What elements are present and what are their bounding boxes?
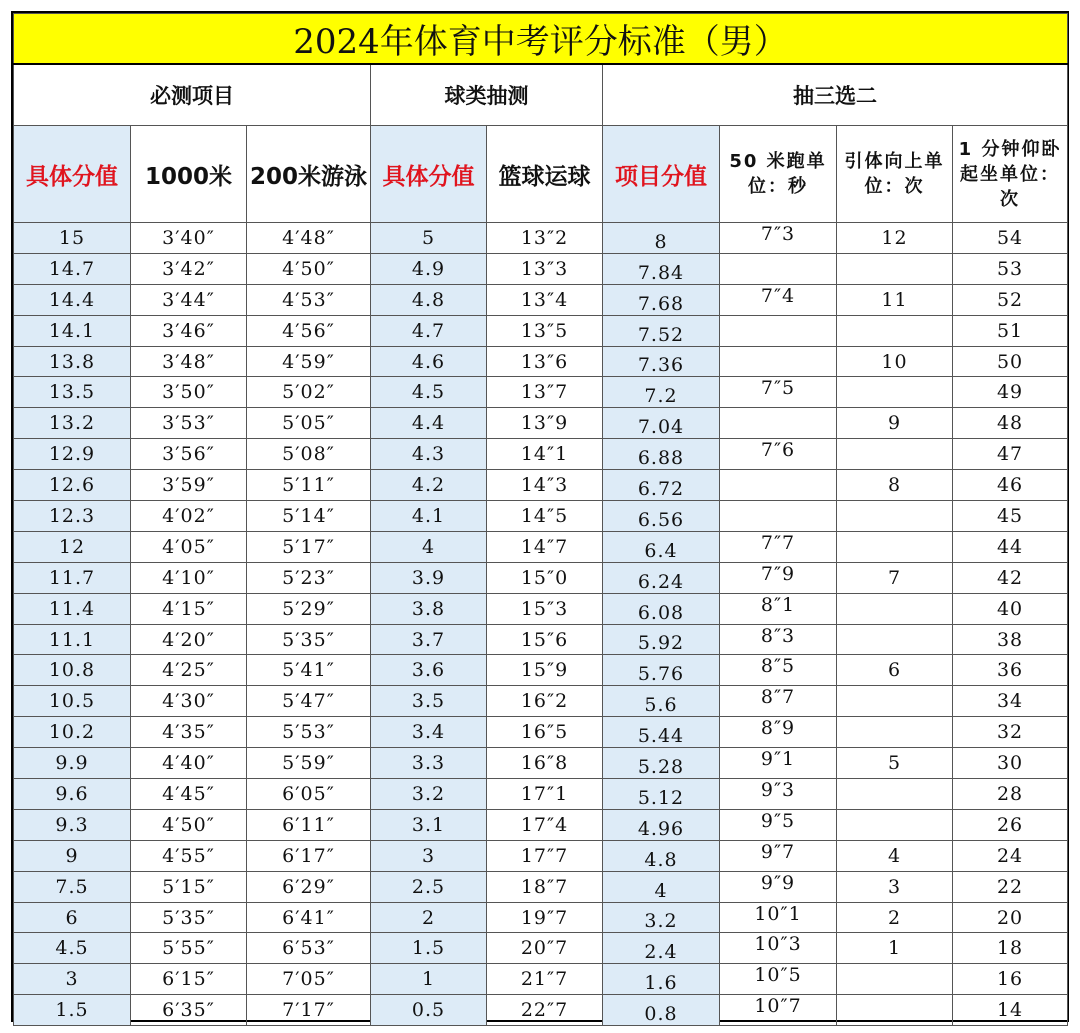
- cell-50m-sprint: [720, 346, 837, 377]
- cell-1000m: 3′46″: [131, 315, 247, 346]
- cell-dribble: 16″2: [487, 686, 603, 717]
- cell-sit-up: 26: [953, 809, 1068, 840]
- cell-50m-sprint: 9″5: [720, 809, 837, 840]
- cell-1000m: 4′05″: [131, 531, 247, 562]
- cell-score-ball: 4.3: [371, 439, 487, 470]
- cell-sit-up: 36: [953, 655, 1068, 686]
- cell-score-required: 15: [14, 223, 131, 254]
- cell-200m-swim: 5′41″: [247, 655, 371, 686]
- cell-200m-swim: 6′11″: [247, 809, 371, 840]
- table-row: [14, 871, 1068, 902]
- cell-200m-swim: 5′35″: [247, 624, 371, 655]
- table-row: [14, 840, 1068, 871]
- cell-50m-sprint: 8″9: [720, 717, 837, 748]
- cell-score-required: 12.6: [14, 470, 131, 501]
- table-row: [14, 315, 1068, 346]
- cell-50m-sprint: 7″9: [720, 562, 837, 593]
- table-row: [14, 748, 1068, 779]
- cell-pull-up: 10: [837, 346, 953, 377]
- cell-dribble: 13″7: [487, 377, 603, 408]
- cell-50m-sprint: [720, 501, 837, 532]
- cell-1000m: 4′45″: [131, 779, 247, 810]
- cell-score-item: 7.36: [603, 346, 720, 377]
- cell-dribble: 20″7: [487, 933, 603, 964]
- cell-pull-up: [837, 531, 953, 562]
- cell-pull-up: [837, 253, 953, 284]
- cell-score-required: 10.5: [14, 686, 131, 717]
- table-row: [14, 809, 1068, 840]
- table-row: [14, 377, 1068, 408]
- cell-score-ball: 3.7: [371, 624, 487, 655]
- cell-score-item: 0.8: [603, 995, 720, 1026]
- cell-50m-sprint: 8″1: [720, 593, 837, 624]
- cell-200m-swim: 4′53″: [247, 284, 371, 315]
- cell-sit-up: 54: [953, 223, 1068, 254]
- cell-200m-swim: 5′47″: [247, 686, 371, 717]
- table-row: [14, 408, 1068, 439]
- cell-score-required: 6: [14, 902, 131, 933]
- cell-score-item: 6.56: [603, 501, 720, 532]
- cell-50m-sprint: [720, 408, 837, 439]
- cell-score-ball: 4.6: [371, 346, 487, 377]
- cell-dribble: 13″9: [487, 408, 603, 439]
- cell-1000m: 4′50″: [131, 809, 247, 840]
- table-row: [14, 531, 1068, 562]
- cell-1000m: 3′48″: [131, 346, 247, 377]
- table-row: [14, 686, 1068, 717]
- cell-score-required: 13.8: [14, 346, 131, 377]
- cell-score-item: 4: [603, 871, 720, 902]
- header-1000m: 1000米: [131, 126, 247, 223]
- cell-score-required: 9: [14, 840, 131, 871]
- cell-sit-up: 50: [953, 346, 1068, 377]
- header-score-ball: 具体分值: [371, 126, 487, 223]
- cell-score-required: 9.3: [14, 809, 131, 840]
- cell-50m-sprint: 10″3: [720, 933, 837, 964]
- cell-score-item: 5.92: [603, 624, 720, 655]
- score-rows: [14, 223, 1068, 1026]
- cell-sit-up: 47: [953, 439, 1068, 470]
- header-score-required: 具体分值: [14, 126, 131, 223]
- cell-pull-up: 5: [837, 748, 953, 779]
- cell-dribble: 16″5: [487, 717, 603, 748]
- score-table-frame: [11, 11, 1069, 1026]
- cell-1000m: 3′50″: [131, 377, 247, 408]
- cell-sit-up: 32: [953, 717, 1068, 748]
- cell-pull-up: 4: [837, 840, 953, 871]
- table-row: [14, 501, 1068, 532]
- cell-1000m: 5′35″: [131, 902, 247, 933]
- cell-1000m: 3′44″: [131, 284, 247, 315]
- group-required: 必测项目: [14, 64, 371, 126]
- cell-dribble: 14″1: [487, 439, 603, 470]
- table-row: [14, 655, 1068, 686]
- cell-50m-sprint: 9″1: [720, 748, 837, 779]
- cell-1000m: 3′56″: [131, 439, 247, 470]
- cell-score-item: 4.96: [603, 809, 720, 840]
- cell-score-required: 3: [14, 964, 131, 995]
- cell-dribble: 21″7: [487, 964, 603, 995]
- cell-200m-swim: 5′29″: [247, 593, 371, 624]
- cell-200m-swim: 4′48″: [247, 223, 371, 254]
- cell-200m-swim: 5′14″: [247, 501, 371, 532]
- cell-50m-sprint: 7″7: [720, 531, 837, 562]
- cell-sit-up: 53: [953, 253, 1068, 284]
- cell-200m-swim: 5′23″: [247, 562, 371, 593]
- cell-dribble: 14″3: [487, 470, 603, 501]
- cell-200m-swim: 5′59″: [247, 748, 371, 779]
- cell-1000m: 6′15″: [131, 964, 247, 995]
- cell-1000m: 4′30″: [131, 686, 247, 717]
- cell-1000m: 5′15″: [131, 871, 247, 902]
- cell-50m-sprint: 7″3: [720, 223, 837, 254]
- cell-1000m: 5′55″: [131, 933, 247, 964]
- cell-score-item: 5.76: [603, 655, 720, 686]
- cell-pull-up: 12: [837, 223, 953, 254]
- cell-score-item: 8: [603, 223, 720, 254]
- table-row: [14, 717, 1068, 748]
- cell-pull-up: [837, 809, 953, 840]
- cell-1000m: 4′02″: [131, 501, 247, 532]
- cell-score-ball: 3.3: [371, 748, 487, 779]
- cell-dribble: 14″5: [487, 501, 603, 532]
- cell-dribble: 13″4: [487, 284, 603, 315]
- table-row: [14, 470, 1068, 501]
- cell-score-ball: 2: [371, 902, 487, 933]
- cell-50m-sprint: 9″9: [720, 871, 837, 902]
- cell-sit-up: 34: [953, 686, 1068, 717]
- cell-score-required: 12.3: [14, 501, 131, 532]
- cell-dribble: 13″5: [487, 315, 603, 346]
- cell-pull-up: 3: [837, 871, 953, 902]
- cell-dribble: 17″7: [487, 840, 603, 871]
- cell-1000m: 4′55″: [131, 840, 247, 871]
- table-row: [14, 624, 1068, 655]
- cell-50m-sprint: 8″7: [720, 686, 837, 717]
- cell-score-item: 2.4: [603, 933, 720, 964]
- cell-score-required: 10.2: [14, 717, 131, 748]
- cell-pull-up: 9: [837, 408, 953, 439]
- cell-pull-up: [837, 964, 953, 995]
- table-row: [14, 253, 1068, 284]
- group-choose: 抽三选二: [603, 64, 1068, 126]
- cell-score-required: 1.5: [14, 995, 131, 1026]
- cell-pull-up: [837, 686, 953, 717]
- table-row: [14, 346, 1068, 377]
- cell-dribble: 17″1: [487, 779, 603, 810]
- cell-50m-sprint: 10″1: [720, 902, 837, 933]
- cell-score-required: 4.5: [14, 933, 131, 964]
- cell-score-ball: 4: [371, 531, 487, 562]
- cell-200m-swim: 4′59″: [247, 346, 371, 377]
- cell-sit-up: 30: [953, 748, 1068, 779]
- cell-score-required: 13.5: [14, 377, 131, 408]
- cell-sit-up: 18: [953, 933, 1068, 964]
- cell-score-item: 5.28: [603, 748, 720, 779]
- cell-1000m: 3′42″: [131, 253, 247, 284]
- cell-score-item: 1.6: [603, 964, 720, 995]
- score-table: [13, 13, 1068, 1026]
- cell-200m-swim: 5′53″: [247, 717, 371, 748]
- cell-200m-swim: 6′53″: [247, 933, 371, 964]
- cell-200m-swim: 6′41″: [247, 902, 371, 933]
- cell-score-ball: 0.5: [371, 995, 487, 1026]
- header-pull-up: 引体向上单位：次: [837, 126, 953, 223]
- cell-200m-swim: 5′11″: [247, 470, 371, 501]
- cell-score-ball: 4.2: [371, 470, 487, 501]
- cell-score-ball: 5: [371, 223, 487, 254]
- cell-1000m: 4′20″: [131, 624, 247, 655]
- cell-score-item: 7.68: [603, 284, 720, 315]
- cell-score-ball: 3.9: [371, 562, 487, 593]
- cell-score-ball: 3: [371, 840, 487, 871]
- cell-score-item: 6.08: [603, 593, 720, 624]
- cell-sit-up: 51: [953, 315, 1068, 346]
- cell-200m-swim: 7′05″: [247, 964, 371, 995]
- cell-200m-swim: 6′17″: [247, 840, 371, 871]
- cell-score-required: 11.1: [14, 624, 131, 655]
- cell-score-ball: 4.5: [371, 377, 487, 408]
- cell-sit-up: 42: [953, 562, 1068, 593]
- cell-score-ball: 4.7: [371, 315, 487, 346]
- cell-score-item: 7.2: [603, 377, 720, 408]
- cell-50m-sprint: [720, 315, 837, 346]
- cell-dribble: 14″7: [487, 531, 603, 562]
- header-50m-sprint: 50 米跑单位：秒: [720, 126, 837, 223]
- table-row: [14, 964, 1068, 995]
- cell-pull-up: 6: [837, 655, 953, 686]
- cell-200m-swim: 5′05″: [247, 408, 371, 439]
- cell-50m-sprint: 10″5: [720, 964, 837, 995]
- cell-sit-up: 38: [953, 624, 1068, 655]
- cell-score-required: 13.2: [14, 408, 131, 439]
- table-row: [14, 593, 1068, 624]
- cell-pull-up: [837, 717, 953, 748]
- cell-sit-up: 44: [953, 531, 1068, 562]
- cell-score-required: 11.7: [14, 562, 131, 593]
- cell-pull-up: [837, 593, 953, 624]
- cell-50m-sprint: [720, 470, 837, 501]
- cell-score-item: 7.52: [603, 315, 720, 346]
- cell-1000m: 3′53″: [131, 408, 247, 439]
- cell-score-ball: 4.8: [371, 284, 487, 315]
- cell-1000m: 4′15″: [131, 593, 247, 624]
- cell-pull-up: [837, 315, 953, 346]
- cell-score-required: 14.4: [14, 284, 131, 315]
- cell-pull-up: [837, 439, 953, 470]
- cell-score-required: 14.1: [14, 315, 131, 346]
- cell-sit-up: 45: [953, 501, 1068, 532]
- cell-sit-up: 48: [953, 408, 1068, 439]
- cell-dribble: 22″7: [487, 995, 603, 1026]
- cell-sit-up: 40: [953, 593, 1068, 624]
- cell-pull-up: [837, 377, 953, 408]
- cell-pull-up: 1: [837, 933, 953, 964]
- table-row: [14, 933, 1068, 964]
- cell-pull-up: [837, 779, 953, 810]
- cell-dribble: 15″9: [487, 655, 603, 686]
- cell-score-item: 6.88: [603, 439, 720, 470]
- cell-pull-up: [837, 501, 953, 532]
- cell-score-required: 11.4: [14, 593, 131, 624]
- cell-sit-up: 49: [953, 377, 1068, 408]
- cell-50m-sprint: 7″6: [720, 439, 837, 470]
- cell-dribble: 13″6: [487, 346, 603, 377]
- header-basketball-dribble: 篮球运球: [487, 126, 603, 223]
- cell-score-ball: 1.5: [371, 933, 487, 964]
- cell-1000m: 6′35″: [131, 995, 247, 1026]
- table-row: [14, 995, 1068, 1026]
- cell-score-item: 3.2: [603, 902, 720, 933]
- cell-sit-up: 28: [953, 779, 1068, 810]
- cell-score-item: 6.24: [603, 562, 720, 593]
- cell-50m-sprint: 10″7: [720, 995, 837, 1026]
- cell-score-ball: 4.4: [371, 408, 487, 439]
- table-row: [14, 562, 1068, 593]
- cell-pull-up: 11: [837, 284, 953, 315]
- cell-dribble: 13″3: [487, 253, 603, 284]
- cell-50m-sprint: [720, 253, 837, 284]
- cell-score-ball: 2.5: [371, 871, 487, 902]
- cell-score-ball: 3.2: [371, 779, 487, 810]
- cell-50m-sprint: 7″5: [720, 377, 837, 408]
- cell-score-required: 7.5: [14, 871, 131, 902]
- cell-dribble: 16″8: [487, 748, 603, 779]
- page-title: 2024年体育中考评分标准（男）: [14, 14, 1068, 65]
- cell-score-required: 9.9: [14, 748, 131, 779]
- cell-score-ball: 1: [371, 964, 487, 995]
- cell-score-ball: 4.1: [371, 501, 487, 532]
- cell-50m-sprint: 8″3: [720, 624, 837, 655]
- cell-dribble: 13″2: [487, 223, 603, 254]
- cell-score-ball: 4.9: [371, 253, 487, 284]
- cell-1000m: 3′59″: [131, 470, 247, 501]
- cell-score-required: 14.7: [14, 253, 131, 284]
- header-score-item: 项目分值: [603, 126, 720, 223]
- table-row: [14, 902, 1068, 933]
- cell-score-item: 4.8: [603, 840, 720, 871]
- table-row: [14, 439, 1068, 470]
- header-200m-swim: 200米游泳: [247, 126, 371, 223]
- cell-50m-sprint: 9″3: [720, 779, 837, 810]
- cell-score-required: 12: [14, 531, 131, 562]
- cell-score-item: 6.72: [603, 470, 720, 501]
- cell-200m-swim: 6′29″: [247, 871, 371, 902]
- cell-score-required: 9.6: [14, 779, 131, 810]
- cell-sit-up: 22: [953, 871, 1068, 902]
- cell-dribble: 15″6: [487, 624, 603, 655]
- cell-score-item: 7.84: [603, 253, 720, 284]
- table-row: [14, 284, 1068, 315]
- cell-pull-up: 2: [837, 902, 953, 933]
- cell-pull-up: [837, 995, 953, 1026]
- header-sit-up: 1 分钟仰卧起坐单位：次: [953, 126, 1068, 223]
- cell-score-item: 5.44: [603, 717, 720, 748]
- cell-50m-sprint: 9″7: [720, 840, 837, 871]
- cell-200m-swim: 5′08″: [247, 439, 371, 470]
- cell-sit-up: 14: [953, 995, 1068, 1026]
- cell-200m-swim: 5′02″: [247, 377, 371, 408]
- cell-sit-up: 46: [953, 470, 1068, 501]
- cell-pull-up: 7: [837, 562, 953, 593]
- cell-200m-swim: 4′56″: [247, 315, 371, 346]
- cell-dribble: 19″7: [487, 902, 603, 933]
- cell-score-required: 10.8: [14, 655, 131, 686]
- cell-1000m: 4′25″: [131, 655, 247, 686]
- cell-score-ball: 3.1: [371, 809, 487, 840]
- cell-score-item: 5.12: [603, 779, 720, 810]
- cell-score-item: 5.6: [603, 686, 720, 717]
- cell-50m-sprint: 8″5: [720, 655, 837, 686]
- cell-50m-sprint: 7″4: [720, 284, 837, 315]
- cell-dribble: 18″7: [487, 871, 603, 902]
- cell-dribble: 17″4: [487, 809, 603, 840]
- cell-score-ball: 3.8: [371, 593, 487, 624]
- cell-1000m: 4′10″: [131, 562, 247, 593]
- cell-sit-up: 24: [953, 840, 1068, 871]
- cell-200m-swim: 5′17″: [247, 531, 371, 562]
- group-ball: 球类抽测: [371, 64, 603, 126]
- cell-dribble: 15″3: [487, 593, 603, 624]
- cell-score-ball: 3.5: [371, 686, 487, 717]
- cell-200m-swim: 4′50″: [247, 253, 371, 284]
- cell-score-required: 12.9: [14, 439, 131, 470]
- cell-pull-up: [837, 624, 953, 655]
- table-row: [14, 223, 1068, 254]
- cell-score-item: 6.4: [603, 531, 720, 562]
- cell-sit-up: 20: [953, 902, 1068, 933]
- cell-200m-swim: 6′05″: [247, 779, 371, 810]
- cell-1000m: 4′40″: [131, 748, 247, 779]
- cell-dribble: 15″0: [487, 562, 603, 593]
- cell-200m-swim: 7′17″: [247, 995, 371, 1026]
- cell-score-ball: 3.4: [371, 717, 487, 748]
- cell-sit-up: 16: [953, 964, 1068, 995]
- cell-score-item: 7.04: [603, 408, 720, 439]
- cell-score-ball: 3.6: [371, 655, 487, 686]
- table-row: [14, 779, 1068, 810]
- cell-sit-up: 52: [953, 284, 1068, 315]
- cell-pull-up: 8: [837, 470, 953, 501]
- cell-1000m: 4′35″: [131, 717, 247, 748]
- cell-1000m: 3′40″: [131, 223, 247, 254]
